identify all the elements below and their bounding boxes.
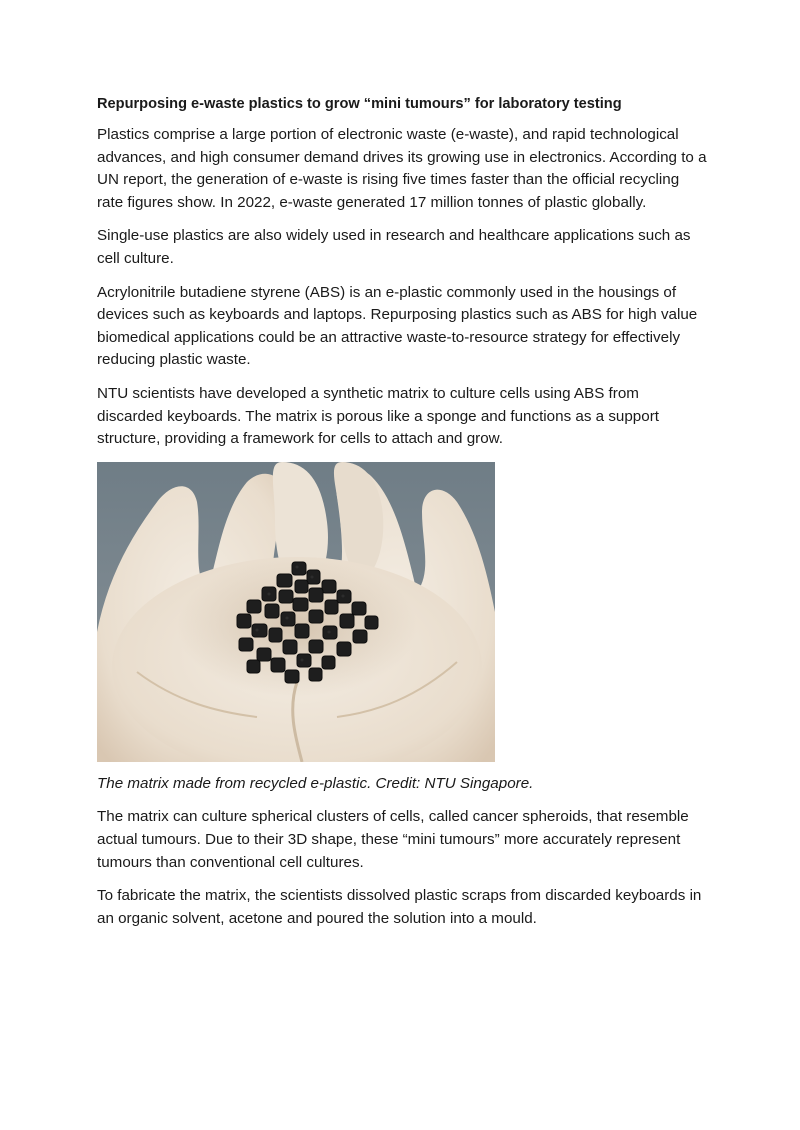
paragraph-cancer-spheroids: The matrix can culture spherical clusters of cells, called cancer spheroids, that resemble actual tumours. Due to their 3D shape, these “mini tumours” more accurately represent tumours than conventional cell cultures. [97, 808, 689, 871]
article-title: Repurposing e-waste plastics to grow “mini tumours” for laboratory testing [97, 96, 622, 112]
figure-caption: The matrix made from recycled e-plastic. Credit: NTU Singapore. [97, 774, 534, 792]
matrix-photo [97, 462, 495, 762]
paragraph-fabrication: To fabricate the matrix, the scientists dissolved plastic scraps from discarded keyboards in an organic solvent, acetone and poured the solution into a mould. [97, 887, 702, 927]
document-body [97, 93, 707, 941]
paragraph-e-waste-overview: Plastics comprise a large portion of electronic waste (e-waste), and rapid technological advances, and high consumer demand drives its growing use in electronics. According to a UN report, the generation of e-waste is rising five times faster than the official recycling rate figures show. In 2022, e-waste generated 17 million tonnes of plastic globally. [97, 126, 707, 211]
paragraph-single-use-plastics: Single-use plastics are also widely used in research and healthcare applications such as cell culture. [97, 227, 691, 267]
paragraph-ntu-matrix: NTU scientists have developed a synthetic matrix to culture cells using ABS from discarded keyboards. The matrix is porous like a sponge and functions as a support structure, providing a framework for cells to attach and grow. [97, 384, 659, 448]
paragraph-abs-plastic: Acrylonitrile butadiene styrene (ABS) is an e-plastic commonly used in the housings of devices such as keyboards and laptops. Repurposing plastics such as ABS for high value biomedical applications could be an attractive waste-to-resource strategy for effectively reducing plastic waste. [97, 283, 698, 369]
